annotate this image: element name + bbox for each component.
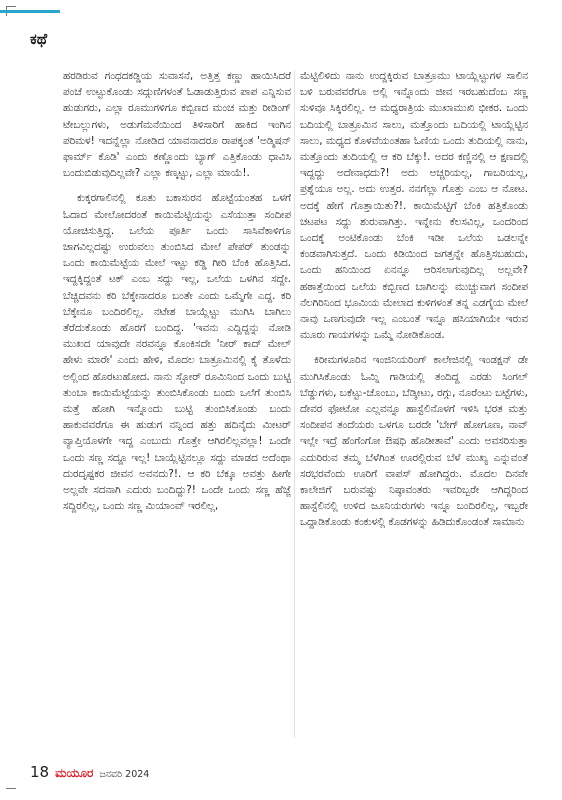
- magazine-logo: ಮಯೂರ: [55, 766, 94, 780]
- page-number: 18: [30, 763, 50, 781]
- paragraph: ಹರಡಿರುವ ಗಂಧದಕಡ್ಡಿಯ ಸುವಾಸನೆ, ಅತ್ತಿತ್ತ ಕಣ್ಣು ಹಾಯಿಸಿದರೆ ಪಂಚೆ ಉಟ್ಟುಕೊಂಡು ಸದ್ಗುಣಿಗಳಂತೆ ಓಡಾಡುತ್ತಿರುವ ಪಾಪ ಎನ್ನಿಸುವ ಹುಡುಗರು, ಎಲ್ಲಾ ರೂಮುಗಳಿಗೂ ಕಬ್ಬಿಣದ ಮಂಚ ಮತ್ತು ರೀಡಿಂಗ್ ಟೇಬಲ್ಲುಗಳು, ಅಡುಗೆಮನೆಯಿಂದ ತಿಳಿಸಾರಿಗೆ ಹಾಕಿದ ಇಂಗಿನ ಪರಿಮಳ! ಇದನ್ನೆಲ್ಲಾ ನೋಡಿದ ಯಾವನಾದರೂ ರಾಪಕ್ಕಂತ 'ಅಡ್ಮಿಷನ್ ಫಾರ್ಮ್ ಕೊಡಿ' ಎಂದು ಕಣ್ಣೊಂದು ಬ್ಯಾಗ್ ಎತ್ತಿಕೊಂಡು ಧಾವಿಸಿ ಬಂದುಬಿಡುವುದಿಲ್ಲವೇ? ಎಲ್ಲಾ ಕಣ್ಕಟ್ಟು, ಎಲ್ಲಾ ಮಾಯೆ!.: [63, 70, 291, 180]
- section-accent-bar: [0, 10, 60, 13]
- issue-month: ಜನವರಿ 2024: [99, 769, 150, 780]
- paragraph: ಕಿರೀಮಗಳೂರಿನ ಇಂಜಿನಿಯರಿಂಗ್ ಕಾಲೇಜಿನಲ್ಲಿ ಇಂಡಕ್ಷನ್ ಡೇ ಮುಗಿಸಿಕೊಂಡು ಓಮ್ನಿ ಗಾಡಿಯಲ್ಲಿ ತಂದಿದ್ದ ಎರಡು ಸಿಂಗಲ್ ಬೆಡ್ಡುಗಳು, ಬಕೆಟ್ಟು-ಚೊಂಬು, ಬೆಡ್ಶೀಟು, ರಗ್ಗು, ನೂರೆಂಟು ಬಟ್ಟೆಗಳು, ದೇವರ ಫೋಟೋ ಎಲ್ಲವನ್ನೂ ಹಾಸ್ಟೆಲಿನೊಳಗೆ ಇಳಿಸಿ ಭರತ ಮತ್ತು ಸಂದೀಪನ ತಂದೆಯರು ಒಳಗೂ ಬರದೇ 'ಬೇಗ್ ಹೋಗೂಣ, ನಾವ್ ಇಲ್ಲೇ ಇದ್ರೆ ಹೆಂಗೆಂಗೋ ಔಷಧಿ ಹೊಡೀತಾವೆ' ಎಂದು ಅವಸರಿಸುತ್ತಾ ಎದುರಿರುವ ತಮ್ಮ ಬೆಳೆಗಿಂತ ಊರಲ್ಲಿರುವ ಬೆಳೆ ಮುಖ್ಯ ಎನ್ನುವಂತೆ ಸರಭರವೆಂದು ಊರಿಗೆ ವಾಪಸ್ ಹೋಗಿದ್ದರು. ಮೊದಲ ದಿನವೇ ಕಾಲೇಜಿಗೆ ಬರುವಷ್ಟು ನಿಷ್ಠಾವಂತರು ಇವರಿಬ್ಬರೇ ಆಗಿದ್ದರಿಂದ ಹಾಸ್ಟೆಲಿನಲ್ಲಿ ಉಳಿದ ಜೂನಿಯರುಗಳು ಇನ್ನೂ ಬಂದಿರಲಿಲ್ಲ, ಇಬ್ಬರೇ ಒದ್ದಾಡಿಕೊಂಡು ಕಂಕುಳಲ್ಲಿ ಕೊಡಗಳನ್ನು ಹಿಡಿದುಕೊಂಡಂತೆ ಸಾಮಾನು: [300, 354, 528, 529]
- right-column: [300, 68, 528, 758]
- column-divider: [294, 70, 295, 738]
- paragraph: ಮೆಟ್ಟಿಲಿಳಿದು ನಾನು ಉದ್ದಕ್ಕಿರುವ ಬಾತ್ರೂಮು ಟಾಯ್ಲೆಟ್ಟುಗಳ ಸಾಲಿನ ಬಳಿ ಬರುವವರೆಗೂ ಅಲ್ಲಿ ಇನ್ನೊಂದು ಜೀವ ಇರಬಹುದೆಂಬ ಸಣ್ಣ ಸುಳಿವೂ ಸಿಕ್ಕಿರಲಿಲ್ಲ. ಆ ಮಧ್ಯರಾತ್ರಿಯ ಮುಖಾಮುಖಿ ಭೀಕರ. ಒಂದು ಬದಿಯಲ್ಲಿ ಬಾತ್ರೂಮಿನ ಸಾಲು, ಮತ್ತೊಂದು ಬದಿಯಲ್ಲಿ ಟಾಯ್ಲೆಟ್ಟಿನ ಸಾಲು, ಮಧ್ಯದ ಕೊಳವೆಯಂತಹಾ ಓಣಿಯ ಒಂದು ತುದಿಯಲ್ಲಿ ನಾನು, ಮತ್ತೊಂದು ತುದಿಯಲ್ಲಿ ಆ ಕರಿ ಬೆಕ್ಕು!. ಅದರ ಕಣ್ಣಿನಲ್ಲಿ ಆ ಕ್ಷಣದಲ್ಲಿ ಇದ್ದದ್ದು ಅದೇನಾಧದು?! ಅದು ಅಚ್ಚರಿಯಲ್ಲ, ಗಾಬರಿಯಲ್ಲ, ಪ್ರಶ್ನೆಯೂ ಅಲ್ಲ. ಅದು ಉತ್ತರ. ನನಗೆಲ್ಲಾ ಗೊತ್ತು ಎಂಬ ಆ ನೋಟ. ಅದಕ್ಕೆ ಹೇಗೆ ಗೊತ್ತಾಯಿತು?!. ಕಾಯಿಮೆಟ್ಟಿಗೆ ಬೆಂಕಿ ಹತ್ತಿಕೊಂಡು ಚಟಪಟ ಸದ್ದು ಶುರುವಾಗಿತ್ತು. ಇನ್ನೇನು ಕೆಲಸವಿಲ್ಲ, ಒಂದರಿಂದ ಒಂದಕ್ಕೆ ಅಂಟಿಕೊಂಡು ಬೆಂಕಿ ಇಡೀ ಒಲೆಯ ಒಡಲನ್ನೇ ಕಂಡವಾಗಿಸುತ್ತದೆ. ಒಂದು ಕಿಡಿಯಿಂದ ಜಗತ್ತನ್ನೇ ಹೊತ್ತಿಸಬಹುದು, ಒಂದು ಹನಿಯಿಂದ ಏನನ್ನೂ ಆರಿಸಲಾಗುವುದಿಲ್ಲ ಅಲ್ಲವೇ? ಹಠಾತ್ತೆಯಿಂದ ಒಲೆಯ ಕಬ್ಬಿಣದ ಬಾಗಿಲನ್ನು ಮುಚ್ಚುವಾಗ ಸಂದೀಪ ನೆಲಗಿರಿನಿಂದ ಭೂಮಿಯ ಮೇಲಾದ ಕುಳಿಗಳಂತೆ ತನ್ನ ಎಡಗೈಯ ಮೇಲೆ ನಾವು ಒಣಗುವುದೇ ಇಲ್ಲ ಎಂಬಂತೆ ಇನ್ನೂ ಹಸಿಯಾಗಿಯೇ ಇರುವ ಮೂರು ಗಾಯಗಳನ್ನು ಒಮ್ಮೆ ನೋಡಿಕೊಂಡ.: [300, 70, 528, 342]
- paragraph: ಕುಕ್ಕರಗಾಲಿನಲ್ಲಿ ಕೂತು ಬಕಾಸುರನ ಹೊಟ್ಟೆಯಂತಹ ಒಳಗೆ ಓದಾದ ಮೇಲೋದರಂತೆ ಕಾಯಿಮೆಟ್ಟಿಯನ್ನು ಎಸೆಯುತ್ತಾ ಸಂದೀಪ ಯೋಚಿಸುತ್ತಿದ್ದ. ಒಲೆಯ ಪೂರ್ತಿ ಒಂದು ಸಾಸಿವೆಕಾಳಿಗೂ ಜಾಗವಿಲ್ಲದಷ್ಟು ಉರುವಲು ತುಂಬಿಸಿದ ಮೇಲೆ ಪೇಪರ್ ತುಂಡನ್ನು ಒಂದು ಕಾಯಿಮೆಟ್ಟೆಯ ಮೇಲೆ ಇಟ್ಟು ಕಡ್ಡಿ ಗೀರಿ ಬೆಂಕಿ ಹೊತ್ತಿಸಿದ. ಇದ್ದಕ್ಕಿದ್ದಂತೆ ಟಕ್ ಎಂಬ ಸದ್ದು ಇಲ್ಲ, ಒಲೆಯ ಒಳಗಿನ ಸದ್ದೇ. ಬೆಚ್ಚಿದವನು ಕರಿ ಬೆಕ್ಕೇನಾದರೂ ಬಂತೇ ಎಂದು ಒಮ್ಮೆಗೇ ಎದ್ದ. ಕರಿ ಬೆಕ್ಕೇನೂ ಬಂದಿರಲಿಲ್ಲ. ನಟೇಶ ಬಾಯ್ಲೆಟ್ಟು ಮುಗಿಸಿ ಬಾಗಿಲು ತೆರೆದುಕೊಂಡು ಹೊರಗೆ ಬಂದಿದ್ದ. 'ಇವನು ಎದ್ದಿದ್ದನ್ನು ನೋಡಿ ಮುಖದ ಯಾವುದೇ ನರವನ್ನೂ ಕೊಂಕಿಸದೇ 'ನೀರ್ ಕಾದ್ ಮೇಲ್ ಹೇಳು ಮಾರೇ' ಎಂದು ಹೇಳಿ, ಮೊದಲ ಬಾತ್ರೂಮಿನಲ್ಲಿ ಕೈ ತೊಳೆದು ಅಲ್ಲಿಂದ ಹೊರಟುಹೋದ. ನಾನು ಸ್ಟೋರ್ ರೂಮಿನಿಂದ ಒಂದು ಬುಟ್ಟಿ ತುಂಬಾ ಕಾಯಿಮೆಟ್ಟೆಯನ್ನು ತುಂಬಿಸಿಕೊಂಡು ಬಂದು ಒಲೆಗೆ ತುಂಬಿಸಿ ಮತ್ತೆ ಹೋಗಿ ಇನ್ನೊಂದು ಬುಟ್ಟಿ ತುಂಬಿಸಿಕೊಂಡು ಬಂದು ಹಾಕುವವರೆಗೂ ಈ ಹುಡುಗ ನನ್ನಿಂದ ಹತ್ತು ಹದಿನೈದು ಮೀಟರ್ ವ್ಯಾಪ್ತಿಯೊಳಗೇ ಇದ್ದ ಎಂಬುದು ಗೊತ್ತೇ ಆಗಿರಲಿಲ್ಲವಲ್ಲಾ! ಒಂದೇ ಒಂದು ಸಣ್ಣ ಸದ್ದೂ ಇಲ್ಲ! ಬಾಯ್ಲೆಟ್ಟಿನಲ್ಲೂ ಸದ್ದು ಮಾಡದ ಅದೆಂಥಾ ದುರದೃಷ್ಟಕರ ಜೀವನ ಅವನದು?!. ಆ ಕರಿ ಬೆಕ್ಕೂ ಅವತ್ತು ಹೀಗೇ ಅಲ್ಲವೇ ಸದನಾಗಿ ಎದುರು ಬಂದಿದ್ದು?! ಒಂದೇ ಒಂದು ಸಣ್ಣ ಹೆಜ್ಜೆ ಸದ್ದಿರಲಿಲ್ಲ, ಒಂದು ಸಣ್ಣ ಮಿಯಾಂವ್ ಇರಲಿಲ್ಲ,: [63, 192, 291, 513]
- page-footer: [30, 763, 149, 781]
- left-column: [63, 68, 291, 758]
- section-title: ಕಥೆ: [30, 30, 48, 48]
